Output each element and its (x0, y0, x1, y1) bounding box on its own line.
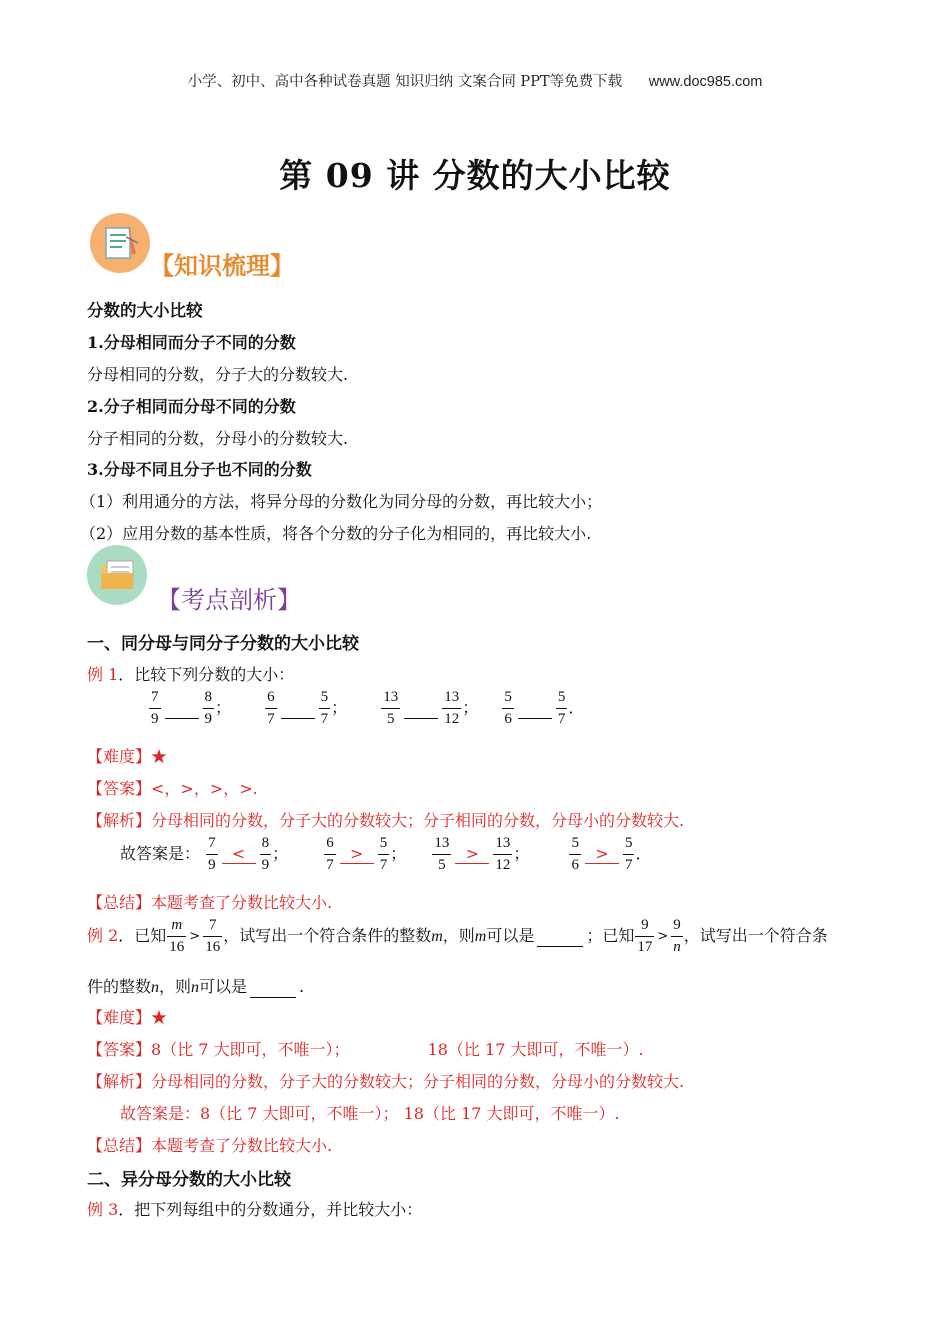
fraction: $\frac{9}{n}$ (673, 917, 681, 955)
page-header (0, 70, 950, 91)
example-1-difficulty: 【难度】★ (87, 747, 168, 766)
answer-blank[interactable] (281, 717, 315, 719)
page-title: 第 09 讲 分数的大小比较 (279, 156, 671, 195)
fraction: $\frac{8}{9}$ (204, 689, 212, 727)
knowledge-method-1: （1）利用通分的方法，将异分母的分数化为同分母的分数，再比较大小； (80, 492, 603, 511)
fraction: $\frac{13}{12}$ (444, 689, 460, 727)
knowledge-item-3-title: 3.分母不同且分子也不同的分数 (87, 460, 312, 479)
example-2-analysis: 【解析】分母相同的分数，分子大的分数较大；分子相同的分数，分母小的分数较大. (87, 1072, 685, 1091)
fraction: $\frac{7}{9}$ (151, 689, 159, 727)
knowledge-item-1-title: 1.分母相同而分子不同的分数 (87, 333, 296, 352)
filled-answer: > (340, 844, 374, 864)
example-1-text: ．比较下列分数的大小： (118, 665, 295, 684)
fraction: $\frac{5}{6}$ (504, 689, 512, 727)
knowledge-item-2-title: 2.分子相同而分母不同的分数 (87, 397, 296, 416)
fraction: $\frac{7}{9}$ (208, 835, 216, 873)
answer-blank[interactable] (404, 717, 438, 719)
example-2-line-1: 例 2．已知 $\frac{m}{16}$ > $\frac{7}{16}$ ，试写出一个符合条件的整数m，则m可以是 ；已知 $\frac{9}{17}$ > $\frac{9}{n}$ ，试写出一个符合条 (87, 917, 828, 955)
example-1-analysis: 【解析】分母相同的分数，分子大的分数较大；分子相同的分数，分母小的分数较大. (87, 811, 685, 830)
knowledge-item-2-body: 分子相同的分数，分母小的分数较大. (87, 429, 349, 448)
header-url[interactable]: www.doc985.com (648, 74, 763, 90)
fraction: $\frac{6}{7}$ (267, 689, 275, 727)
example-3-label: 例 3 (87, 1200, 119, 1219)
filled-answer: > (455, 844, 489, 864)
section-analysis-label: 【考点剖析】 (157, 586, 301, 614)
fraction: $\frac{13}{12}$ (495, 835, 511, 873)
fraction: $\frac{13}{5}$ (434, 835, 450, 873)
fraction: $\frac{5}{7}$ (320, 689, 329, 727)
example-2-summary: 【总结】本题考查了分数比较大小. (87, 1136, 333, 1155)
knowledge-heading: 分数的大小比较 (87, 301, 203, 320)
example-2-final: 故答案是：8（比 7 大即可，不唯一）； 18（比 17 大即可，不唯一）. (120, 1104, 620, 1123)
example-1-prompt (87, 662, 294, 685)
example-2-answer: 【答案】8（比 7 大即可，不唯一）； 18（比 17 大即可，不唯一）. (87, 1040, 644, 1059)
fraction: $\frac{5}{7}$ (624, 835, 633, 873)
fraction: $\frac{13}{5}$ (383, 689, 399, 727)
knowledge-method-2: （2）应用分数的基本性质，将各个分数的分子化为相同的，再比较大小. (80, 524, 592, 543)
knowledge-item-1-body: 分母相同的分数，分子大的分数较大. (87, 365, 349, 384)
example-2-line-2: 件的整数n，则n可以是 . (87, 977, 305, 996)
filled-answer: > (585, 844, 619, 864)
answer-blank[interactable] (537, 945, 583, 947)
part2-title: 二、异分母分数的大小比较 (87, 1170, 291, 1190)
filled-answer: < (222, 844, 256, 864)
example-1-question-row: $\frac{7}{9}$ $\frac{8}{9}$ ； $\frac{6}{7}$ $\frac{5}{7}$ ； $\frac{13}{5}$ $\frac{13}{12}$ ； $\frac{5}{6}$ $\frac{5}{7}$ ． (151, 689, 585, 727)
fraction: $\frac{7}{16}$ (205, 917, 221, 955)
fraction: $\frac{m}{16}$ (169, 917, 185, 955)
fraction: $\frac{8}{9}$ (261, 835, 270, 873)
fraction: $\frac{5}{6}$ (571, 835, 579, 873)
part1-title: 一、同分母与同分子分数的大小比较 (87, 634, 359, 654)
answer-blank[interactable] (250, 996, 296, 998)
fraction: $\frac{5}{7}$ (379, 835, 388, 873)
example-1-answer: 【答案】<，>，>，>. (87, 779, 258, 798)
example-1-final-row: 故答案是： $\frac{7}{9}$ < $\frac{8}{9}$ ； $\frac{6}{7}$ > $\frac{5}{7}$ ； $\frac{13}{5}$ > $\frac{13}{12}$ ； $\frac{5}{6}$ > $\frac{5}{7}$ ． (120, 835, 652, 873)
example-1-summary: 【总结】本题考查了分数比较大小. (87, 893, 333, 912)
example-3-prompt: 例 3．把下列每组中的分数通分，并比较大小： (87, 1200, 423, 1219)
example-2-label: 例 2 (87, 926, 119, 945)
example-1-label: 例 1 (87, 665, 119, 684)
fraction: $\frac{9}{17}$ (637, 917, 653, 955)
example-2-difficulty: 【难度】★ (87, 1008, 168, 1027)
section-knowledge-label: 【知识梳理】 (150, 251, 294, 280)
header-text: 小学、初中、高中各种试卷真题 知识归纳 文案合同 PPT等免费下载 (187, 74, 623, 90)
fraction: $\frac{6}{7}$ (326, 835, 334, 873)
folder-icon (87, 545, 147, 605)
answer-blank[interactable] (518, 717, 552, 719)
answer-blank[interactable] (165, 717, 199, 719)
notes-icon (90, 213, 150, 273)
fraction: $\frac{5}{7}$ (557, 689, 566, 727)
